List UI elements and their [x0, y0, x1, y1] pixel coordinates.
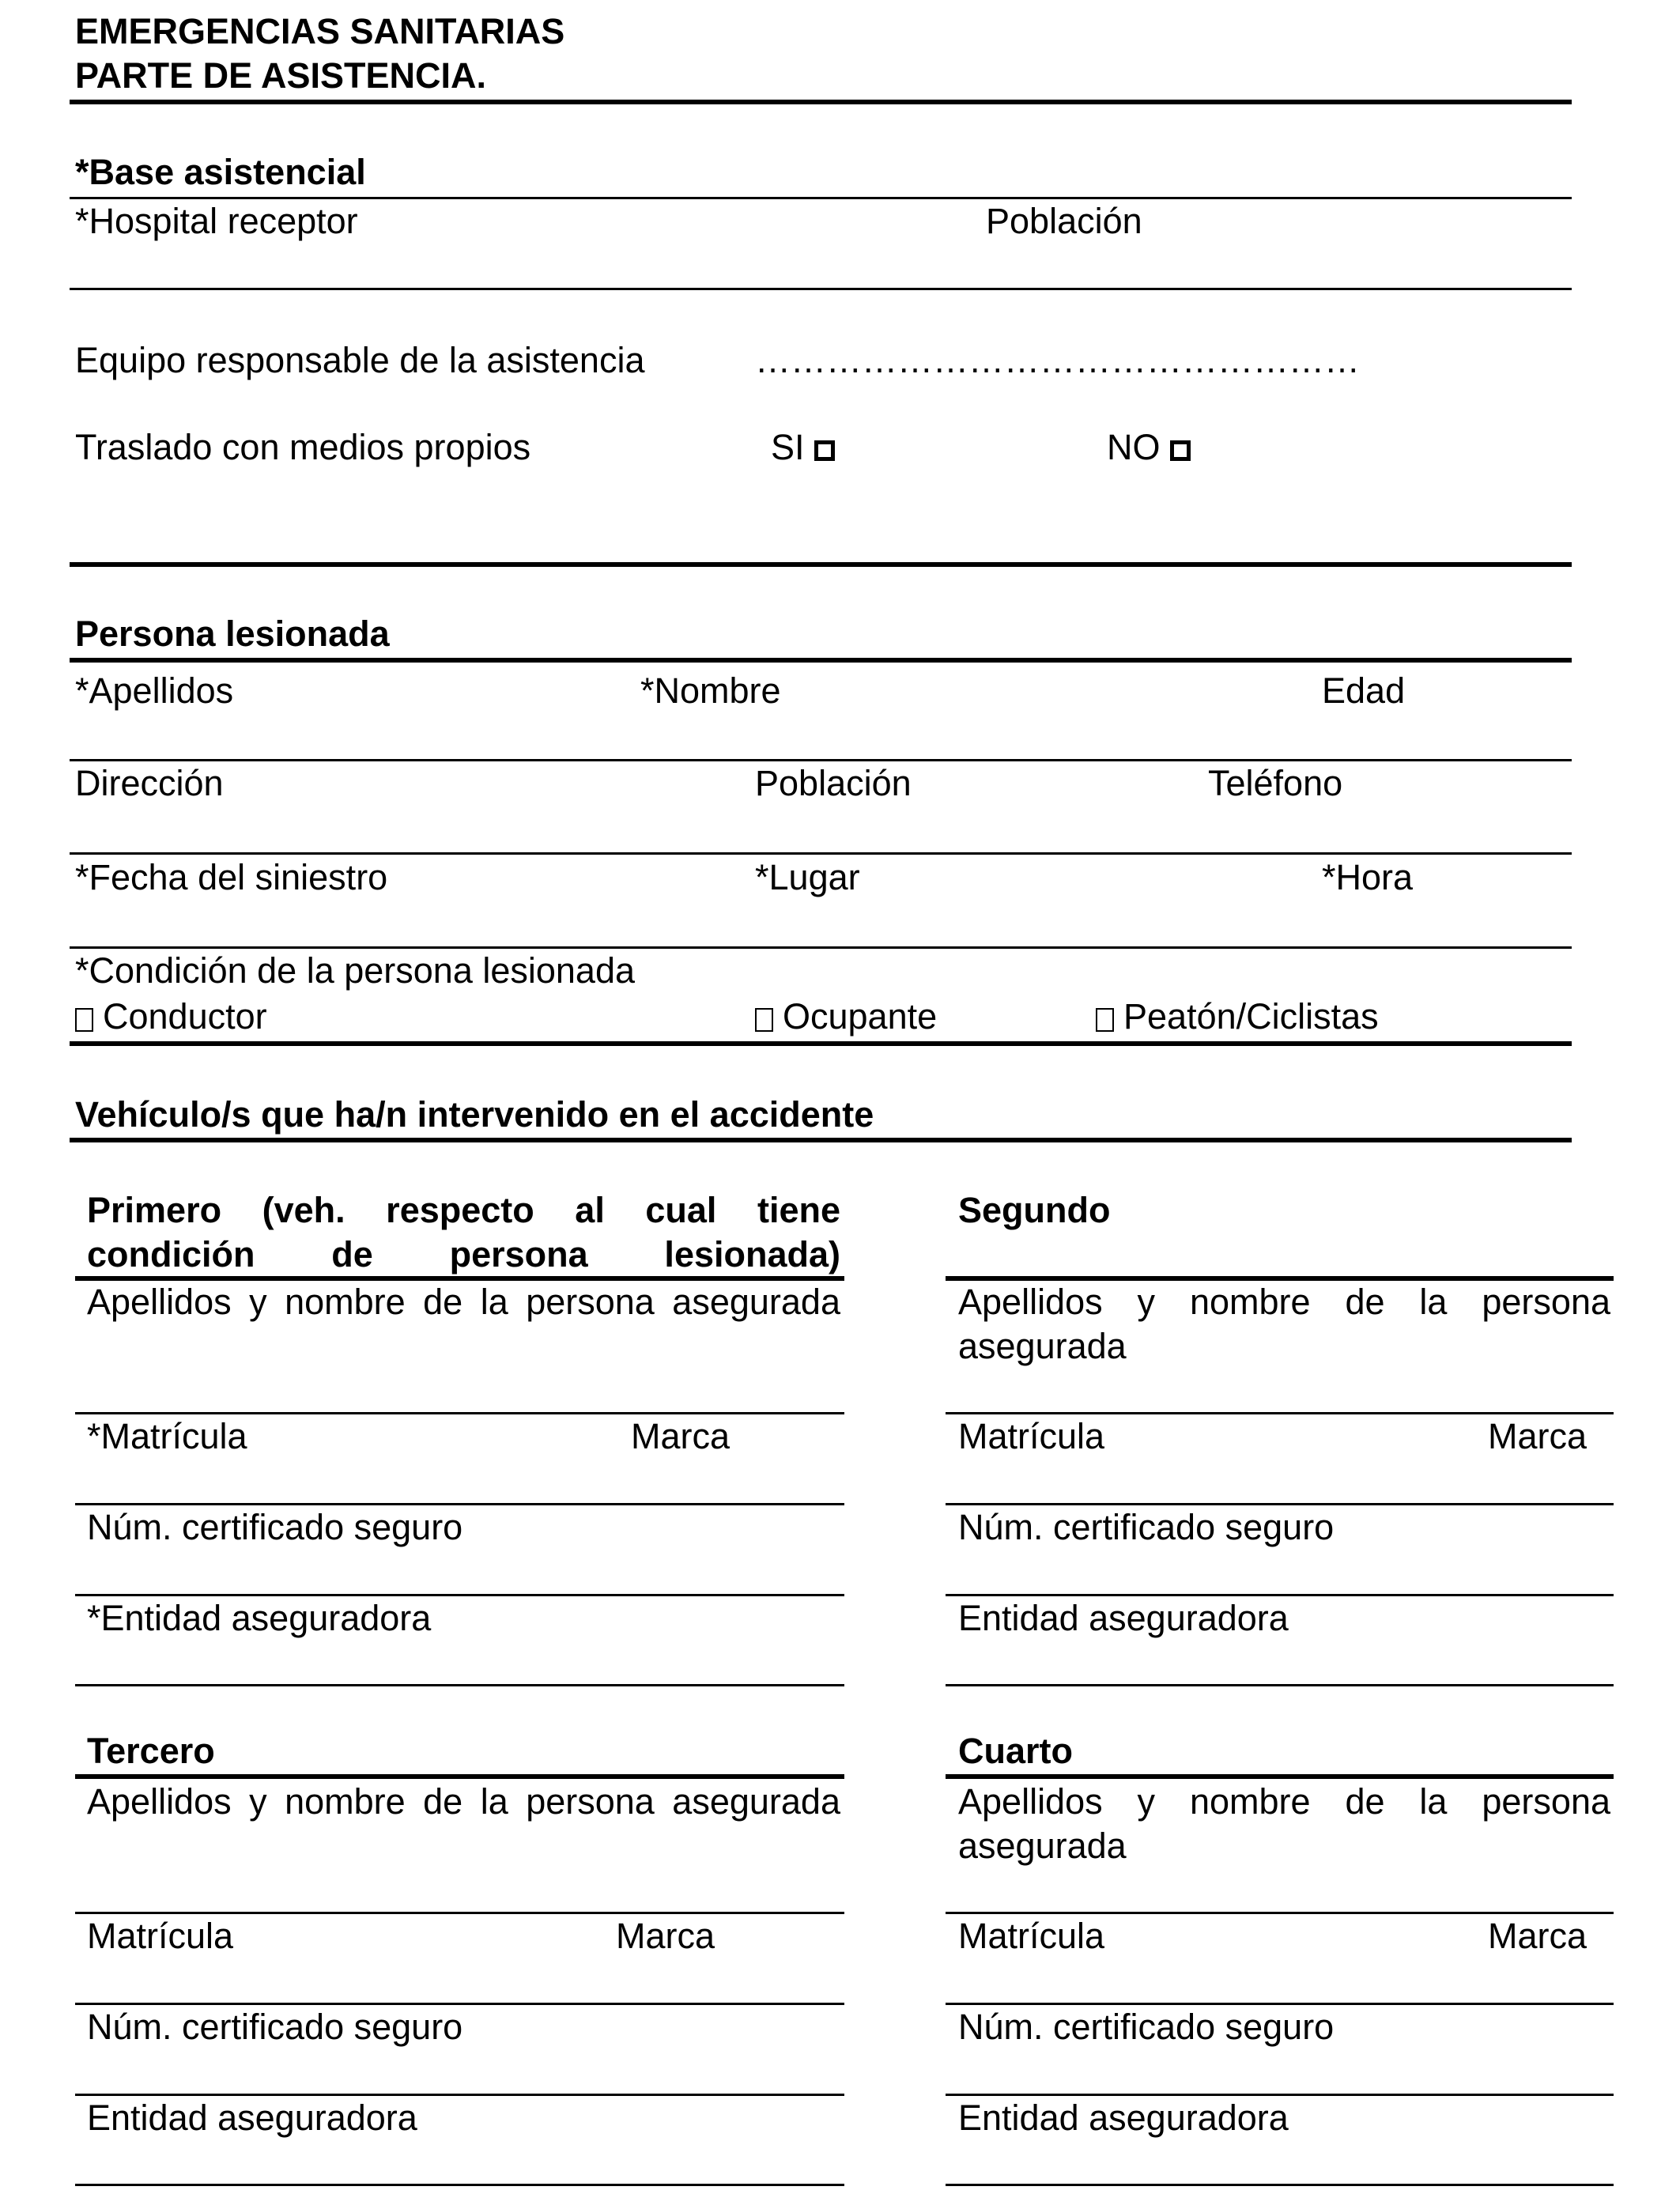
conductor-checkbox[interactable]	[75, 1008, 93, 1032]
base-section-title: *Base asistencial	[75, 152, 366, 192]
segundo-entidad-label: Entidad aseguradora	[958, 1598, 1289, 1638]
primero-title: Primero (veh. respecto al cual tiene condición de persona lesionada)	[87, 1190, 840, 1274]
vehiculos-section-title: Vehículo/s que ha/n intervenido en el accidente	[75, 1094, 874, 1135]
telefono-label: Teléfono	[1208, 763, 1343, 803]
tercero-matricula-label: Matrícula	[87, 1916, 234, 1956]
section-rule	[70, 1041, 1572, 1046]
cuarto-marca-label: Marca	[1488, 1916, 1588, 1956]
primero-matricula-label: *Matrícula	[87, 1416, 247, 1456]
primero-entidad-field[interactable]	[75, 1684, 844, 1686]
primero-entidad-label: *Entidad aseguradora	[87, 1598, 432, 1638]
section-rule	[70, 658, 1572, 663]
hospital-field-line[interactable]	[70, 288, 1572, 290]
segundo-matricula-label: Matrícula	[958, 1416, 1105, 1456]
poblacion-label: Población	[986, 201, 1142, 241]
conductor-option[interactable]	[75, 995, 267, 1039]
segundo-asegurada-label: Apellidos y nombre de la persona asegurada	[958, 1282, 1610, 1366]
direccion-label: Dirección	[75, 763, 224, 803]
section-rule	[70, 562, 1572, 567]
lugar-label: *Lugar	[755, 857, 860, 897]
header-rule	[70, 100, 1572, 104]
no-label: NO	[1107, 427, 1161, 467]
hospital-receptor-label: *Hospital receptor	[75, 201, 358, 241]
tercero-marca-label: Marca	[616, 1916, 715, 1956]
tercero-certificado-label: Núm. certificado seguro	[87, 2007, 463, 2047]
ocupante-checkbox[interactable]	[755, 1008, 773, 1032]
nombre-label: *Nombre	[640, 670, 781, 711]
persona-section-title: Persona lesionada	[75, 614, 390, 654]
form-title-line1: EMERGENCIAS SANITARIAS	[75, 11, 565, 51]
equipo-dotted-field[interactable]: ……………………………………………	[755, 340, 1360, 380]
segundo-certificado-label: Núm. certificado seguro	[958, 1507, 1335, 1547]
primero-certificado-label: Núm. certificado seguro	[87, 1507, 463, 1547]
peaton-checkbox[interactable]	[1096, 1008, 1114, 1032]
tercero-entidad-label: Entidad aseguradora	[87, 2098, 417, 2138]
tercero-title-rule	[75, 1774, 844, 1779]
poblacion-persona-label: Población	[755, 763, 912, 803]
cuarto-entidad-label: Entidad aseguradora	[958, 2098, 1289, 2138]
segundo-entidad-field[interactable]	[946, 1684, 1614, 1686]
ocupante-label: Ocupante	[783, 996, 938, 1037]
form-title-line2: PARTE DE ASISTENCIA.	[75, 55, 487, 96]
segundo-marca-label: Marca	[1488, 1416, 1588, 1456]
primero-marca-label: Marca	[631, 1416, 731, 1456]
traslado-si-option[interactable]	[771, 425, 835, 470]
si-checkbox[interactable]	[814, 440, 835, 461]
condicion-label: *Condición de la persona lesionada	[75, 950, 636, 991]
apellidos-label: *Apellidos	[75, 670, 234, 711]
si-label: SI	[771, 427, 805, 467]
tercero-entidad-field[interactable]	[75, 2184, 844, 2186]
cuarto-title: Cuarto	[958, 1731, 1073, 1771]
fecha-siniestro-label: *Fecha del siniestro	[75, 857, 388, 897]
edad-label: Edad	[1322, 670, 1406, 711]
equipo-label: Equipo responsable de la asistencia	[75, 340, 645, 380]
tercero-asegurada-label: Apellidos y nombre de la persona asegurada	[87, 1781, 840, 1822]
direccion-field-line[interactable]	[70, 852, 1572, 855]
cuarto-matricula-label: Matrícula	[958, 1916, 1105, 1956]
cuarto-entidad-field[interactable]	[946, 2184, 1614, 2186]
peaton-option[interactable]	[1096, 995, 1379, 1039]
cuarto-asegurada-label: Apellidos y nombre de la persona asegurada	[958, 1781, 1610, 1866]
conductor-label: Conductor	[103, 996, 267, 1037]
tercero-title: Tercero	[87, 1731, 215, 1771]
cuarto-title-rule	[946, 1774, 1614, 1779]
peaton-label: Peatón/Ciclistas	[1123, 996, 1379, 1037]
ocupante-option[interactable]	[755, 995, 937, 1039]
traslado-no-option[interactable]	[1107, 425, 1191, 470]
no-checkbox[interactable]	[1170, 440, 1191, 461]
primero-asegurada-label: Apellidos y nombre de la persona asegurada	[87, 1282, 840, 1322]
segundo-title: Segundo	[958, 1190, 1111, 1230]
cuarto-certificado-label: Núm. certificado seguro	[958, 2007, 1335, 2047]
hora-label: *Hora	[1322, 857, 1414, 897]
section-rule	[70, 1138, 1572, 1142]
traslado-label: Traslado con medios propios	[75, 427, 531, 467]
